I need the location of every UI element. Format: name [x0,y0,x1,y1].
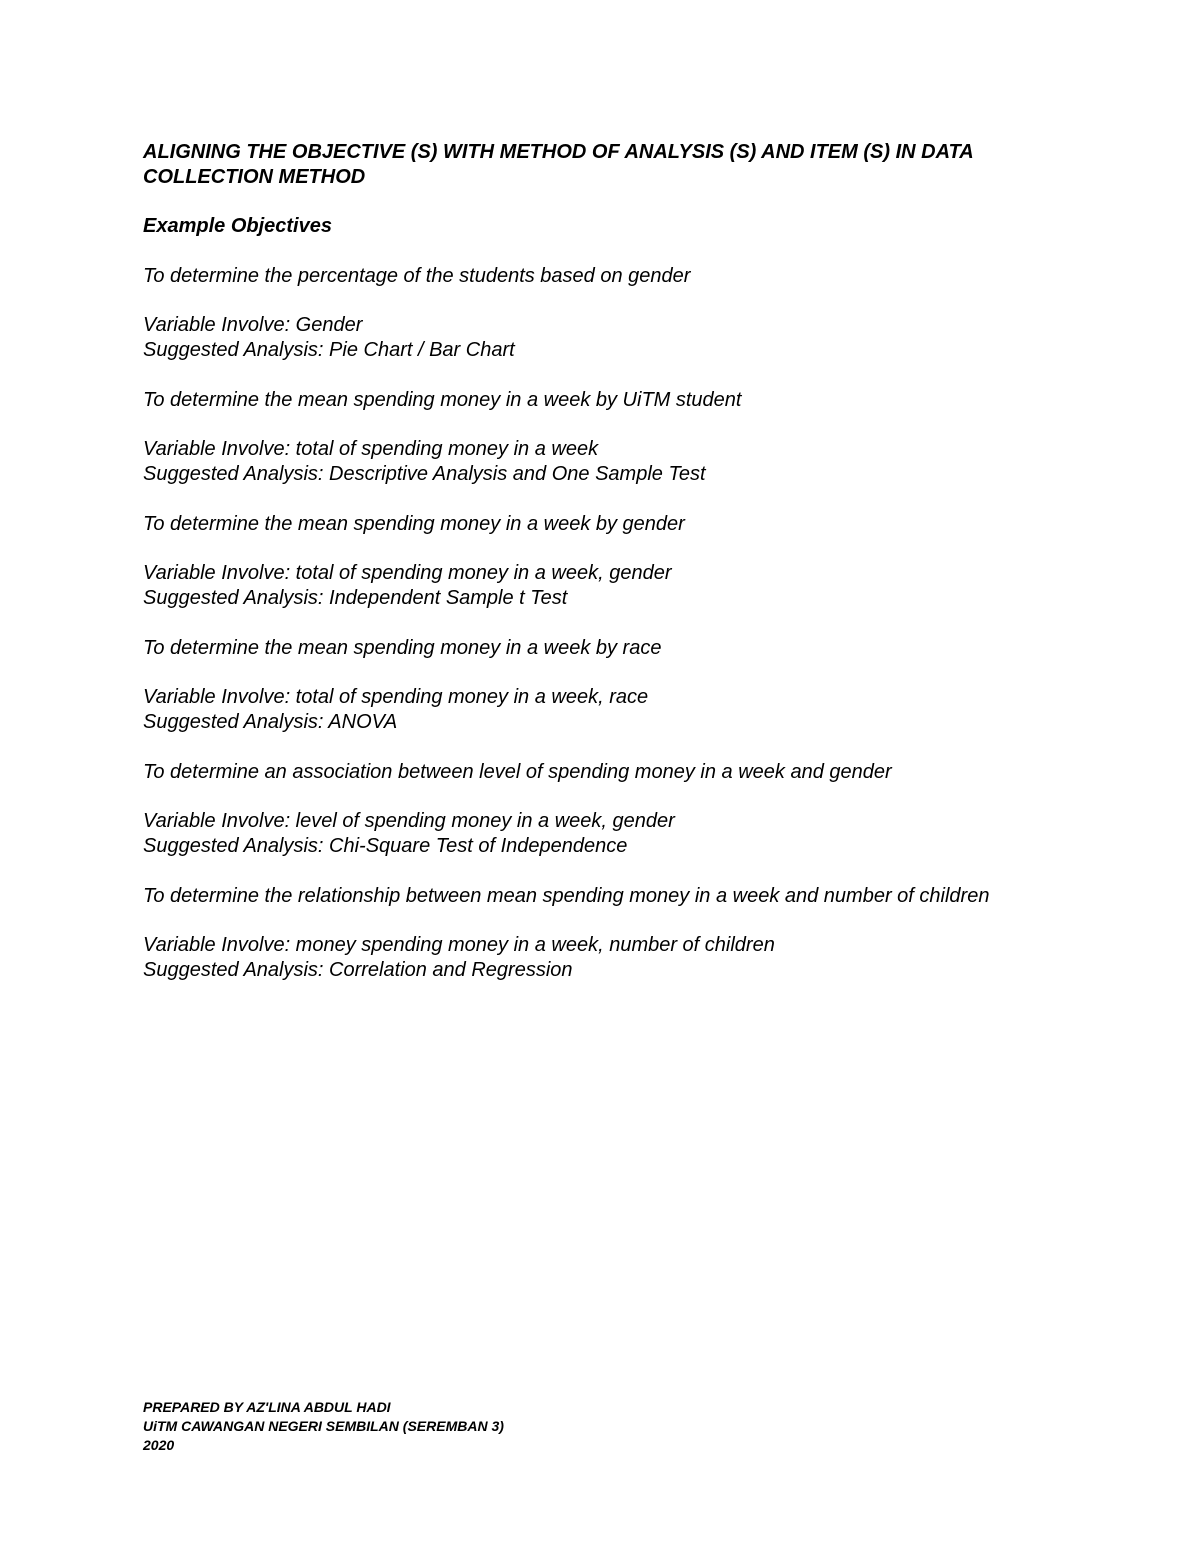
objective-text: To determine the mean spending money in a week by gender [143,513,685,535]
suggested-analysis: Suggested Analysis: Correlation and Regression [143,959,573,981]
variable-involve: Variable Involve: level of spending money in a week, gender [143,810,675,832]
section-subtitle: Example Objectives [143,215,332,237]
footer-institution: UiTM CAWANGAN NEGERI SEMBILAN (SEREMBAN 3) [143,1418,504,1434]
variable-involve: Variable Involve: money spending money in a week, number of children [143,934,775,956]
objective-details [143,809,1103,859]
footer-author: PREPARED BY AZ'LINA ABDUL HADI [143,1399,391,1415]
suggested-analysis: Suggested Analysis: Independent Sample t Test [143,587,568,609]
suggested-analysis: Suggested Analysis: ANOVA [143,711,398,733]
objective-details [143,313,1103,363]
document-content [143,140,1103,983]
document-title: ALIGNING THE OBJECTIVE (S) WITH METHOD OF ANALYSIS (S) AND ITEM (S) IN DATA COLLECTION METHOD [143,141,973,188]
document-footer [143,1398,843,1455]
suggested-analysis: Suggested Analysis: Chi-Square Test of Independence [143,835,628,857]
variable-involve: Variable Involve: Gender [143,314,363,336]
variable-involve: Variable Involve: total of spending money in a week, gender [143,562,672,584]
variable-involve: Variable Involve: total of spending money in a week [143,438,599,460]
suggested-analysis: Suggested Analysis: Descriptive Analysis and One Sample Test [143,463,706,485]
objective-details [143,685,1103,735]
objective-details [143,561,1103,611]
objective-text: To determine the mean spending money in a week by race [143,637,662,659]
objective-details [143,933,1103,983]
footer-year: 2020 [143,1437,175,1453]
objective-text: To determine the mean spending money in a week by UiTM student [143,389,742,411]
objective-text: To determine the relationship between mean spending money in a week and number of children [143,885,990,907]
objective-details [143,437,1103,487]
variable-involve: Variable Involve: total of spending money in a week, race [143,686,649,708]
objective-text: To determine an association between level of spending money in a week and gender [143,761,892,783]
suggested-analysis: Suggested Analysis: Pie Chart / Bar Chart [143,339,515,361]
objective-text: To determine the percentage of the students based on gender [143,265,691,287]
